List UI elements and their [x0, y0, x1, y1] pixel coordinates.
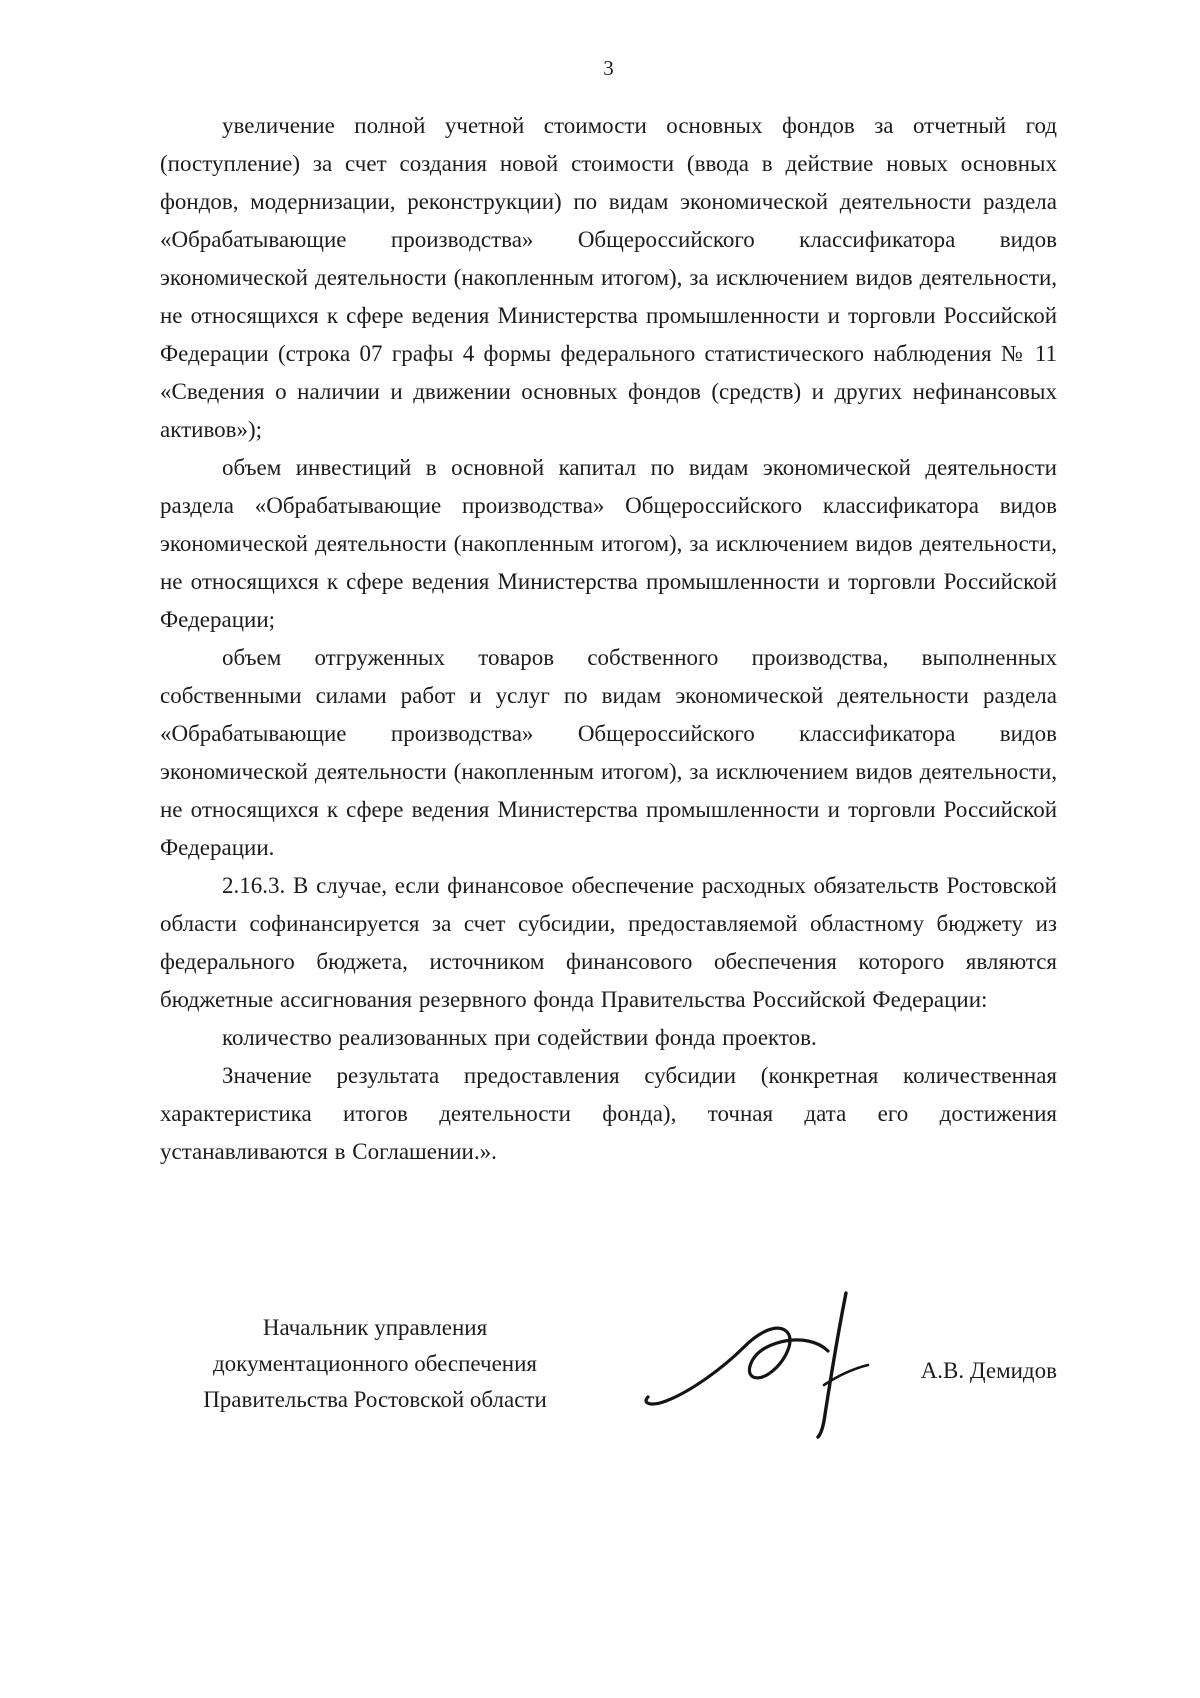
signer-title-line-1: Начальник управления [262, 1315, 488, 1340]
signature-image [640, 1289, 900, 1439]
paragraph-2: объем инвестиций в основной капитал по видам экономической деятельности раздела «Обрабатывающие производства» Общероссийского классификатора видов экономической деятельности (накопленным итогом), за исключением видов деятельности, не относящихся к сфере ведения Министерства промышленности и торговли Российской Федерации; [160, 455, 1057, 632]
signature-block [160, 1289, 1057, 1439]
paragraph-3: объем отгруженных товаров собственного производства, выполненных собственными силами работ и услуг по видам экономической деятельности раздела «Обрабатывающие производства» Общероссийского классификатора видов экономической деятельности (накопленным итогом), за исключением видов деятельности, не относящихся к сфере ведения Министерства промышленности и торговли Российской Федерации. [160, 645, 1057, 860]
paragraph-6: Значение результата предоставления субсидии (конкретная количественная характеристика итогов деятельности фонда), точная дата его достижения устанавливаются в Соглашении.». [160, 1063, 1057, 1164]
signer-title-line-2: документационного обеспечения [212, 1351, 537, 1376]
page-number: 3 [603, 56, 614, 80]
paragraph-1: увеличение полной учетной стоимости основных фондов за отчетный год (поступление) за счет создания новой стоимости (ввода в действие новых основных фондов, модернизации, реконструкции) по видам экономической деятельности раздела «Обрабатывающие производства» Общероссийского классификатора видов экономической деятельности (накопленным итогом), за исключением видов деятельности, не относящихся к сфере ведения Министерства промышленности и торговли Российской Федерации (строка 07 графы 4 формы федерального статистического наблюдения № 11 «Сведения о наличии и движении основных фондов (средств) и других нефинансовых активов»); [160, 113, 1057, 442]
document-body [160, 107, 1057, 1171]
signer-title-line-3: Правительства Ростовской области [203, 1387, 547, 1412]
signer-title [160, 1310, 590, 1418]
paragraph-4: 2.16.3. В случае, если финансовое обеспечение расходных обязательств Ростовской области софинансируется за счет субсидии, предоставляемой областному бюджету из федерального бюджета, источником финансового обеспечения которого являются бюджетные ассигнования резервного фонда Правительства Российской Федерации: [160, 873, 1057, 1012]
paragraph-5: количество реализованных при содействии фонда проектов. [222, 1025, 817, 1050]
signer-name: А.В. Демидов [920, 1358, 1057, 1383]
